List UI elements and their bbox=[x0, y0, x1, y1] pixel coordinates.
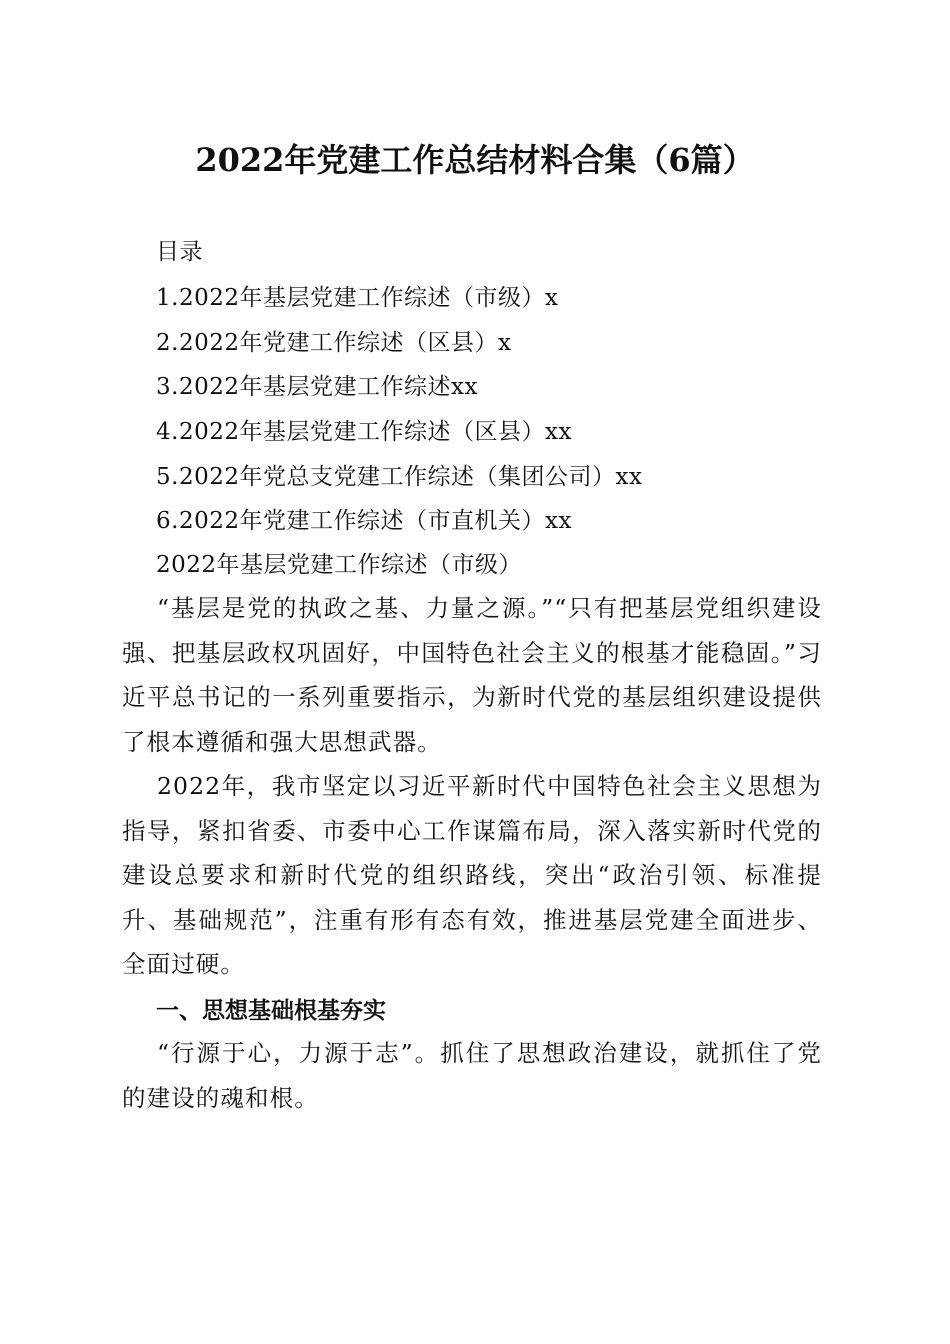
toc-item: 2.2022年党建工作综述（区县）x bbox=[156, 330, 512, 356]
toc-item: 5.2022年党总支党建工作综述（集团公司）xx bbox=[156, 464, 643, 490]
section-heading: 一、思想基础根基夯实 bbox=[156, 998, 386, 1024]
toc-heading: 目录 bbox=[156, 239, 203, 265]
toc-item: 3.2022年基层党建工作综述xx bbox=[156, 374, 478, 400]
document-title: 2022年党建工作总结材料合集（6篇） bbox=[195, 141, 755, 179]
toc-item: 1.2022年基层党建工作综述（市级）x bbox=[156, 285, 559, 311]
article-title: 2022年基层党建工作综述（市级） bbox=[156, 552, 523, 578]
toc-item: 4.2022年基层党建工作综述（区县）xx bbox=[156, 419, 572, 445]
toc-item: 6.2022年党建工作综述（市直机关）xx bbox=[156, 508, 572, 534]
body-paragraph: “基层是党的执政之基、力量之源。”“只有把基层党组织建设强、把基层政权巩固好，中国特色社会主义的根基才能稳固。”习近平总书记的一系列重要指示，为新时代党的基层组织建设提供了根本遵循和强大思想武器。 bbox=[122, 594, 822, 756]
body-paragraph: 2022年，我市坚定以习近平新时代中国特色社会主义思想为指导，紧扣省委、市委中心工作谋篇布局，深入落实新时代党的建设总要求和新时代党的组织路线，突出“政治引领、标准提升、基础规范”，注重有形有态有效，推进基层党建全面进步、全面过硬。 bbox=[122, 772, 822, 978]
body-paragraph: “行源于心，力源于志”。抓住了思想政治建设，就抓住了党的建设的魂和根。 bbox=[122, 1039, 822, 1112]
